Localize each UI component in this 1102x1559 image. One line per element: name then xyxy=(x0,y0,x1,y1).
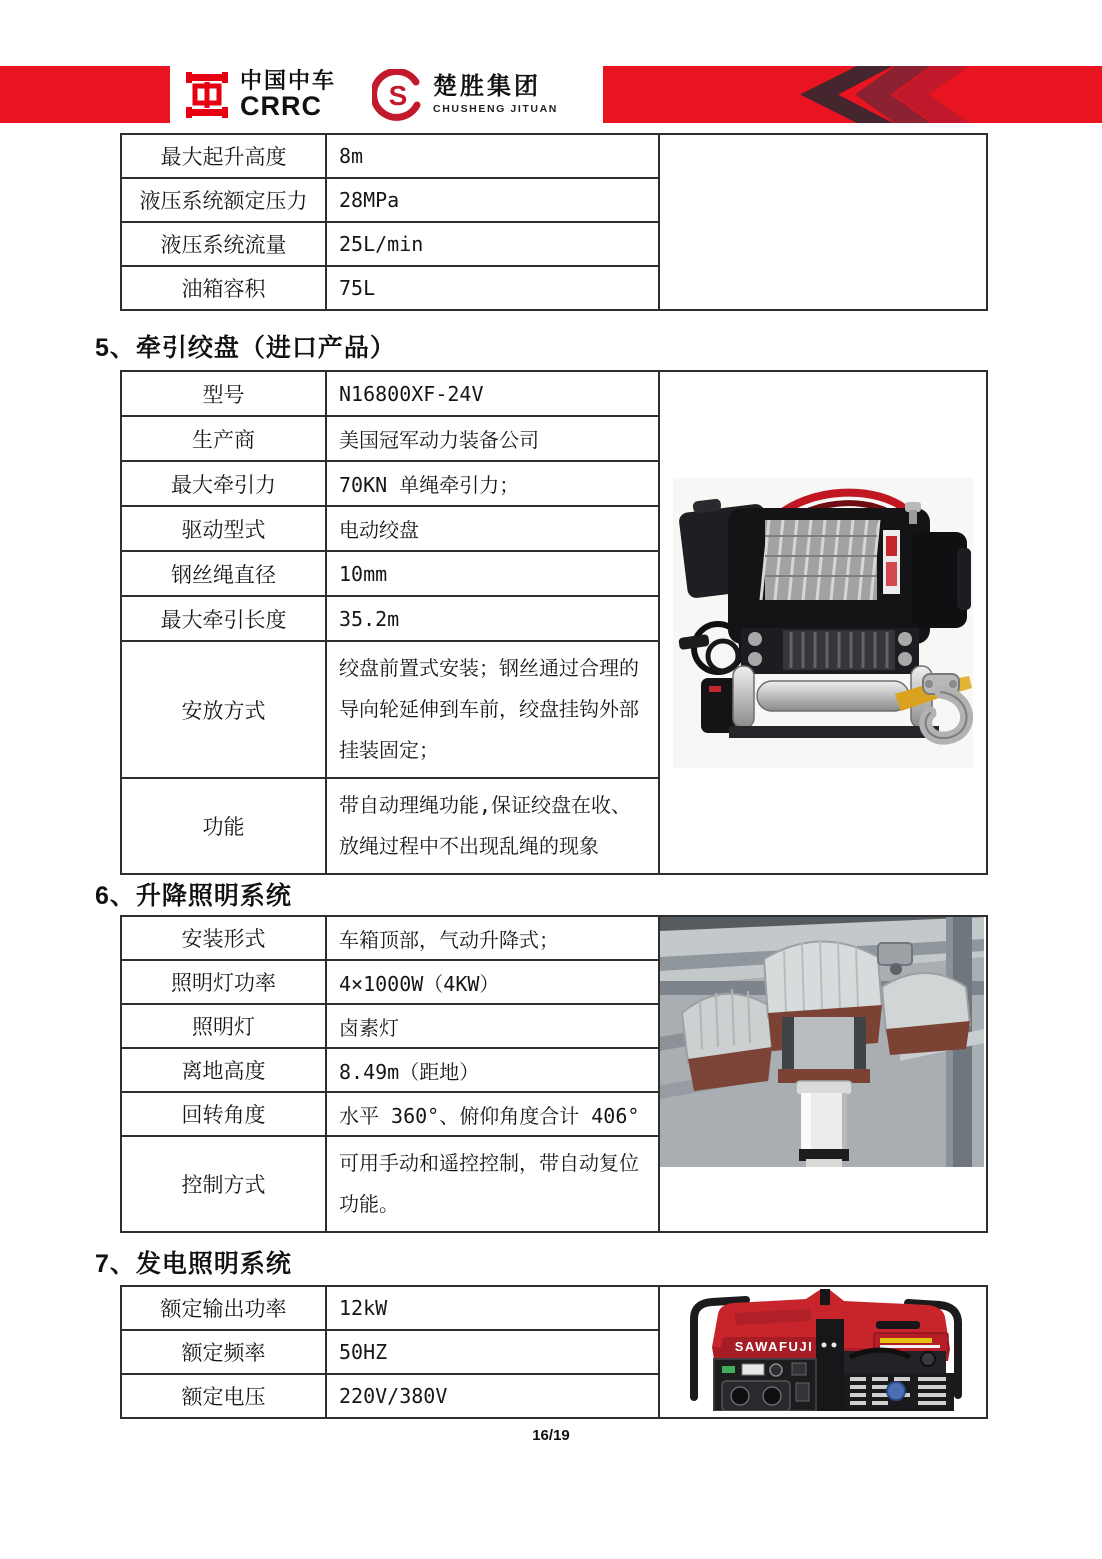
spec-value: 10mm xyxy=(326,551,659,596)
empty-image-cell xyxy=(659,134,987,310)
section-heading-generator: 7、发电照明系统 xyxy=(95,1250,292,1278)
table-row xyxy=(121,134,987,178)
spec-value: 带自动理绳功能,保证绞盘在收、放绳过程中不出现乱绳的现象 xyxy=(326,778,659,874)
hydraulic-spec-table xyxy=(120,133,988,311)
spec-value: 25L/min xyxy=(326,222,659,266)
chusheng-logo xyxy=(372,69,558,121)
spec-label: 液压系统额定压力 xyxy=(121,178,326,222)
crrc-name-en: CRRC xyxy=(240,90,322,121)
spec-value: 50HZ xyxy=(326,1330,659,1374)
spec-value: 可用手动和遥控控制，带自动复位功能。 xyxy=(326,1136,659,1232)
light-tower-photo-cell xyxy=(659,916,987,1232)
chusheng-name-zh: 楚胜集团 xyxy=(433,72,542,100)
spec-label: 照明灯功率 xyxy=(121,960,326,1004)
spec-label: 安放方式 xyxy=(121,641,326,778)
spec-label: 功能 xyxy=(121,778,326,874)
spec-value: 28MPa xyxy=(326,178,659,222)
crrc-name-zh: 中国中车 xyxy=(240,67,337,93)
spec-value: 35.2m xyxy=(326,596,659,641)
chevron-decoration-icon xyxy=(795,66,1010,123)
table-row xyxy=(121,371,987,416)
spec-label: 回转角度 xyxy=(121,1092,326,1136)
spec-label: 最大起升高度 xyxy=(121,134,326,178)
spec-label: 安装形式 xyxy=(121,916,326,960)
spec-label: 控制方式 xyxy=(121,1136,326,1232)
spec-value: 卤素灯 xyxy=(326,1004,659,1048)
spec-label: 最大牵引长度 xyxy=(121,596,326,641)
crrc-emblem-icon xyxy=(183,71,231,119)
spec-label: 生产商 xyxy=(121,416,326,461)
spec-label: 钢丝绳直径 xyxy=(121,551,326,596)
spec-value: 70KN 单绳牵引力； xyxy=(326,461,659,506)
spec-label: 最大牵引力 xyxy=(121,461,326,506)
spec-value: 4×1000W（4KW） xyxy=(326,960,659,1004)
spec-value: 75L xyxy=(326,266,659,310)
spec-value: 12kW xyxy=(326,1286,659,1330)
crrc-logo xyxy=(183,67,337,121)
spec-label: 照明灯 xyxy=(121,1004,326,1048)
logo-panel xyxy=(170,66,603,123)
chusheng-emblem-icon xyxy=(372,69,424,121)
winch-photo-cell xyxy=(659,371,987,874)
generator-photo xyxy=(660,1287,984,1411)
spec-value: 绞盘前置式安装；钢丝通过合理的导向轮延伸到车前，绞盘挂钩外部挂装固定； xyxy=(326,641,659,778)
lighting-spec-table xyxy=(120,915,988,1233)
svg-text:S: S xyxy=(388,79,408,111)
spec-label: 额定频率 xyxy=(121,1330,326,1374)
light-tower-photo xyxy=(660,917,984,1167)
spec-label: 型号 xyxy=(121,371,326,416)
spec-label: 驱动型式 xyxy=(121,506,326,551)
spec-value: 8m xyxy=(326,134,659,178)
header-band xyxy=(0,66,1102,123)
generator-spec-table xyxy=(120,1285,988,1419)
generator-brand-label: SAWAFUJI xyxy=(734,1339,814,1354)
spec-value: 美国冠军动力装备公司 xyxy=(326,416,659,461)
spec-label: 油箱容积 xyxy=(121,266,326,310)
spec-value: 220V/380V xyxy=(326,1374,659,1418)
spec-value: 电动绞盘 xyxy=(326,506,659,551)
table-row xyxy=(121,916,987,960)
spec-value: 8.49m（距地） xyxy=(326,1048,659,1092)
spec-label: 额定输出功率 xyxy=(121,1286,326,1330)
spec-value: N16800XF-24V xyxy=(326,371,659,416)
generator-photo-cell xyxy=(659,1286,987,1418)
section-heading-winch: 5、牵引绞盘（进口产品） xyxy=(95,334,396,362)
section-heading-lighting: 6、升降照明系统 xyxy=(95,882,292,910)
page-number: 16/19 xyxy=(532,1427,570,1444)
winch-photo xyxy=(673,478,973,768)
spec-label: 离地高度 xyxy=(121,1048,326,1092)
spec-label: 额定电压 xyxy=(121,1374,326,1418)
table-row xyxy=(121,1286,987,1330)
spec-value: 水平 360°、俯仰角度合计 406° xyxy=(326,1092,659,1136)
spec-value: 车箱顶部，气动升降式； xyxy=(326,916,659,960)
spec-label: 液压系统流量 xyxy=(121,222,326,266)
winch-spec-table xyxy=(120,370,988,875)
chusheng-name-en: CHUSHENG JITUAN xyxy=(433,102,558,115)
